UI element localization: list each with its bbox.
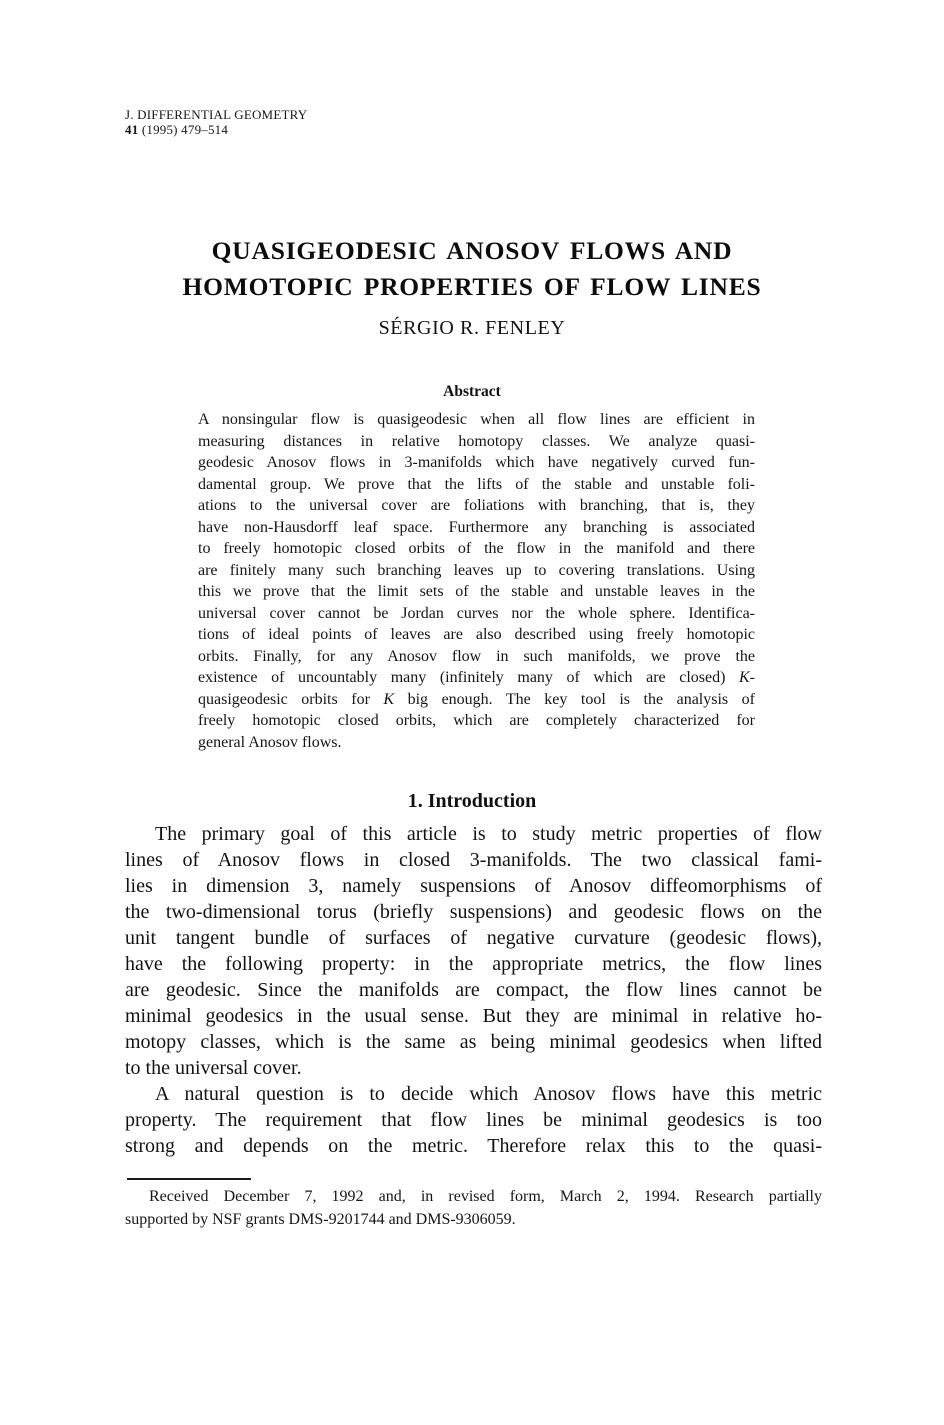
text-line: supported by NSF grants DMS-9201744 and DMS-9306059. <box>125 1210 516 1228</box>
text-line: have the following property: in the appropriate metrics, the flow lines <box>125 953 822 975</box>
journal-issue-line <box>125 122 307 137</box>
text-line: to freely homotopic closed orbits of the flow in the manifold and there <box>198 540 755 557</box>
text-line: A natural question is to decide which Anosov flows have this metric <box>155 1083 822 1105</box>
introduction-text <box>125 821 822 1159</box>
journal-volume: 41 <box>125 122 139 137</box>
paper-title-line1: QUASIGEODESIC ANOSOV FLOWS AND <box>211 236 733 265</box>
paper-title <box>0 233 944 305</box>
text-line: quasigeodesic orbits for K big enough. The key tool is the analysis of <box>198 690 755 708</box>
text-line: this we prove that the limit sets of the stable and unstable leaves in the <box>198 583 755 600</box>
text-line: are finitely many such branching leaves up to covering translations. Using <box>198 561 755 579</box>
journal-issue-info: (1995) 479–514 <box>138 122 229 137</box>
paper-title-line2: HOMOTOPIC PROPERTIES OF FLOW LINES <box>182 272 762 301</box>
text-line: lies in dimension 3, namely suspensions of Anosov diffeomorphisms of <box>125 875 822 897</box>
text-line: freely homotopic closed orbits, which are completely characterized for <box>198 712 755 729</box>
author-name: SÉRGIO R. FENLEY <box>378 317 566 339</box>
text-line: have non-Hausdorff leaf space. Furthermore any branching is associated <box>198 518 755 536</box>
abstract-body <box>198 409 755 753</box>
journal-header <box>125 107 307 137</box>
text-line: The primary goal of this article is to study metric properties of flow <box>155 823 822 845</box>
text-line: minimal geodesics in the usual sense. But they are minimal in relative ho- <box>125 1005 822 1027</box>
text-line: to the universal cover. <box>125 1057 302 1079</box>
text-line: geodesic Anosov flows in 3-manifolds which have negatively curved fun- <box>198 454 755 471</box>
intro-paragraph-1 <box>125 821 822 1081</box>
text-line: unit tangent bundle of surfaces of negative curvature (geodesic flows), <box>125 927 822 949</box>
text-line: strong and depends on the metric. Therefore relax this to the quasi- <box>125 1135 822 1157</box>
text-line: ations to the universal cover are foliations with branching, that is, they <box>198 497 755 514</box>
text-line: measuring distances in relative homotopy classes. We analyze quasi- <box>198 432 755 450</box>
text-line: existence of uncountably many (infinitely many of which are closed) K- <box>198 669 755 686</box>
text-line: the two-dimensional torus (briefly suspensions) and geodesic flows on the <box>125 901 822 923</box>
text-line: general Anosov flows. <box>198 733 342 751</box>
journal-name: J. DIFFERENTIAL GEOMETRY <box>125 107 308 122</box>
text-line: tions of ideal points of leaves are also described using freely homotopic <box>198 626 755 643</box>
section-heading-introduction: 1. Introduction <box>407 790 537 812</box>
text-line: universal cover cannot be Jordan curves nor the whole sphere. Identifica- <box>198 604 755 622</box>
footnote-text <box>125 1186 822 1231</box>
footnote-rule <box>127 1178 251 1180</box>
text-line: property. The requirement that flow lines be minimal geodesics is too <box>125 1109 822 1131</box>
intro-paragraph-2 <box>125 1081 822 1159</box>
text-line: orbits. Finally, for any Anosov flow in such manifolds, we prove the <box>198 647 755 665</box>
text-line: lines of Anosov flows in closed 3-manifolds. The two classical fami- <box>125 849 822 871</box>
text-line: Received December 7, 1992 and, in revised form, March 2, 1994. Research partially <box>149 1188 822 1205</box>
text-line: A nonsingular flow is quasigeodesic when all flow lines are efficient in <box>198 411 755 428</box>
text-line: damental group. We prove that the lifts of the stable and unstable foli- <box>198 475 755 493</box>
text-line: motopy classes, which is the same as being minimal geodesics when lifted <box>125 1031 822 1053</box>
text-line: are geodesic. Since the manifolds are compact, the flow lines cannot be <box>125 979 822 1001</box>
abstract-heading: Abstract <box>443 383 501 400</box>
